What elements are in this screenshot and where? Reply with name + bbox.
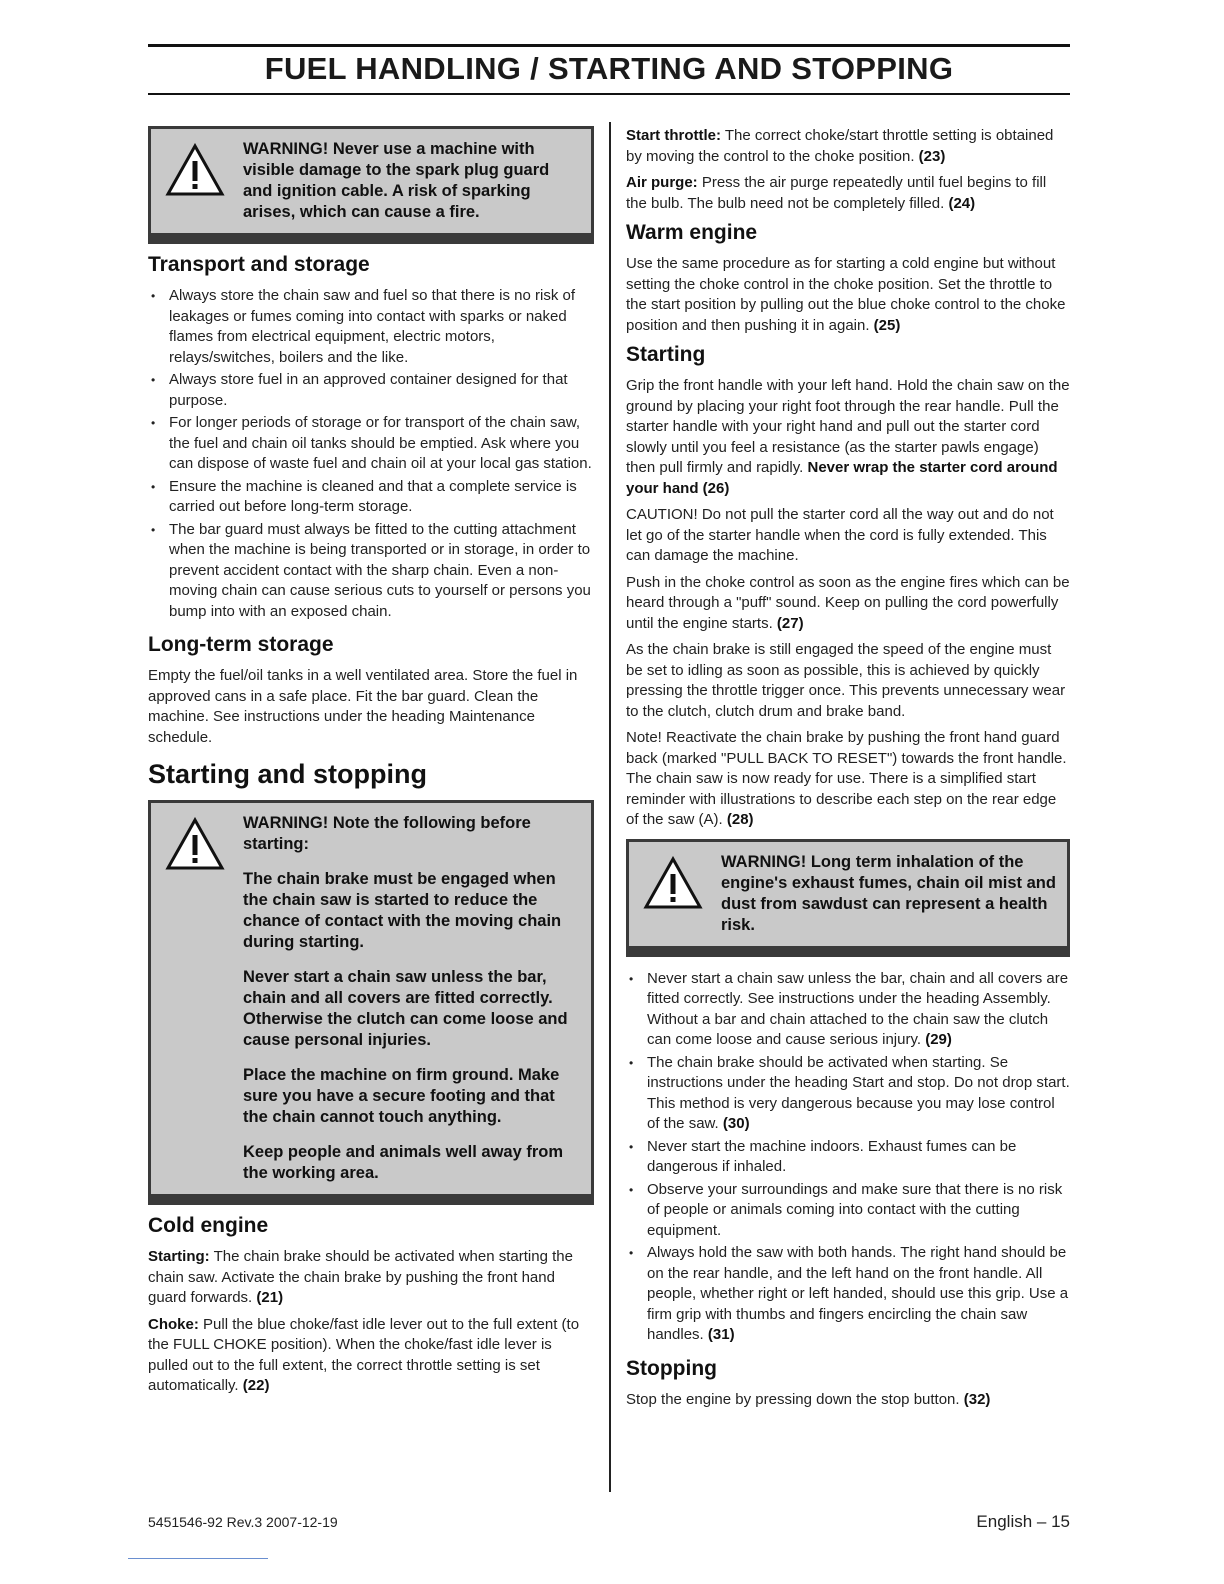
list-item: • Always store the chain saw and fuel so that there is no risk of leakages or fumes coming into contact with sparks or naked flames from electrical equipment, electric motors, relays/switches, boilers and the like. bbox=[148, 286, 594, 368]
long-term-storage-text: Empty the fuel/oil tanks in a well ventilated area. Store the fuel in approved cans in a safe place. Fit the bar guard. Clean the machine. See instructions under the heading Maintenance schedule. bbox=[148, 667, 578, 746]
paragraph-text: Note! Reactivate the chain brake by pushing the front hand guard back (marked "PULL BACK TO RESET") towards the front handle. The chain saw is now ready for use. There is a simplified start reminder with illustrations to describe each step on the rear edge of the saw (A). bbox=[626, 729, 1067, 828]
starting-para-3 bbox=[626, 573, 1070, 635]
header-rule-bottom bbox=[148, 93, 1070, 95]
heading-warm-engine: Warm engine bbox=[626, 221, 758, 244]
warm-engine-para bbox=[626, 254, 1070, 336]
right-column bbox=[626, 126, 1070, 1416]
figure-ref: (28) bbox=[722, 811, 754, 828]
heading-long-term-storage: Long-term storage bbox=[148, 633, 334, 656]
warning-box-spark-plug bbox=[148, 126, 594, 244]
paragraph-text: The correct choke/start throttle setting is obtained by moving the control to the choke position. bbox=[626, 127, 1054, 165]
list-item: • For longer periods of storage or for transport of the chain saw, the fuel and chain oil tanks should be emptied. Ask where you can dispose of waste fuel and chain oil at your local gas station. bbox=[148, 413, 594, 475]
figure-ref: (24) bbox=[944, 194, 976, 212]
starting-caution-para: CAUTION! Do not pull the starter cord all the way out and do not let go of the starter handle when the cord is fully extended. This can damage the machine. bbox=[626, 506, 1054, 564]
paragraph-text: Grip the front handle with your left hand. Hold the chain saw on the ground by placing your right foot through the rear handle. Pull the starter handle with your right hand and pull out the starter cord slowly until you feel a resistance (as the starter pawls engage) then pull firmly and rapidly. bbox=[626, 377, 1070, 476]
figure-ref: (32) bbox=[959, 1390, 991, 1408]
starting-para-4: As the chain brake is still engaged the speed of the engine must be set to idling as soon as possible, this is achieved by quickly pressing the throttle trigger once. This prevents unnecessary wear to the clutch, clutch drum and brake band. bbox=[626, 641, 1066, 720]
figure-ref: (23) bbox=[914, 147, 946, 165]
warning-box-exhaust-fumes bbox=[626, 839, 1070, 957]
paragraph-text: Observe your surroundings and make sure that there is no risk of people or animals coming into contact with the cutting equipment. bbox=[647, 1180, 1063, 1239]
warning-triangle-icon bbox=[165, 143, 225, 197]
bold-warning-text: Never wrap the starter cord around your hand (26) bbox=[626, 459, 1058, 497]
cold-engine-choke-para bbox=[148, 1315, 594, 1397]
label-start-throttle: Start throttle: bbox=[626, 127, 721, 144]
warning-triangle-icon bbox=[643, 856, 703, 910]
left-column bbox=[148, 126, 594, 1403]
warning-text: Never start a chain saw unless the bar, chain and all covers are fitted correctly. Otherwise the clutch can come loose and cause personal injuries. bbox=[243, 968, 568, 1049]
figure-ref: (30) bbox=[718, 1115, 750, 1132]
page-title: FUEL HANDLING / STARTING AND STOPPING bbox=[264, 51, 954, 86]
stopping-para bbox=[626, 1390, 1070, 1411]
warning-text: Place the machine on firm ground. Make sure you have a secure footing and that the chain cannot touch anything. bbox=[243, 1066, 560, 1126]
warning-text: The chain brake must be engaged when the chain saw is started to reduce the chance of contact with the moving chain during starting. bbox=[243, 870, 562, 951]
scan-artifact-line bbox=[128, 1558, 268, 1559]
label-choke: Choke: bbox=[148, 1315, 199, 1333]
warning-text: WARNING! Long term inhalation of the engine's exhaust fumes, chain oil mist and dust from sawdust can represent a health risk. bbox=[721, 852, 1056, 934]
paragraph-text: Push in the choke control as soon as the engine fires which can be heard through a "puff" sound. Keep on pulling the cord powerfully until the engine starts. bbox=[626, 573, 1070, 632]
warning-box-before-starting bbox=[148, 800, 594, 1205]
paragraph-text: Stop the engine by pressing down the stop button. bbox=[626, 1390, 960, 1408]
heading-stopping: Stopping bbox=[626, 1356, 717, 1380]
page-header bbox=[148, 44, 1070, 95]
warning-text: WARNING! Note the following before starting: bbox=[243, 814, 531, 853]
figure-ref: (21) bbox=[252, 1289, 284, 1306]
heading-transport-storage: Transport and storage bbox=[148, 253, 370, 276]
figure-ref: (27) bbox=[772, 614, 804, 632]
figure-ref: (29) bbox=[921, 1031, 952, 1048]
safety-bullet-list bbox=[626, 969, 1070, 1346]
transport-bullet-list bbox=[148, 286, 594, 622]
column-divider bbox=[609, 122, 611, 1492]
air-purge-para bbox=[626, 173, 1070, 214]
start-throttle-para bbox=[626, 126, 1070, 167]
paragraph-text: Always hold the saw with both hands. The right hand should be on the rear handle, and the left hand on the front handle. All people, whether right or left handed, should use this grip. Use a firm grip with thumbs and fingers encircling the chain saw handles. bbox=[647, 1244, 1069, 1343]
heading-starting-stopping: Starting and stopping bbox=[148, 759, 427, 789]
page-number: English – 15 bbox=[976, 1512, 1070, 1531]
document-id: 5451546-92 Rev.3 2007-12-19 bbox=[148, 1514, 338, 1530]
list-item: • Always store fuel in an approved container designed for that purpose. bbox=[148, 370, 594, 411]
heading-starting: Starting bbox=[626, 343, 706, 366]
warning-text: WARNING! Never use a machine with visible damage to the spark plug guard and ignition cable. A risk of sparking arises, which can cause a fire. bbox=[243, 140, 550, 221]
paragraph-text: The chain brake should be activated when starting. Se instructions under the heading Start and stop. Do not drop start. This method is very dangerous because you may lose control of the saw. bbox=[647, 1053, 1070, 1132]
list-item: • Ensure the machine is cleaned and that a complete service is carried out before long-term storage. bbox=[148, 477, 594, 518]
list-item bbox=[626, 1180, 1070, 1242]
figure-ref: (22) bbox=[238, 1377, 270, 1394]
paragraph-text: The chain brake should be activated when starting the chain saw. Activate the chain brake by pushing the front hand guard forwards. bbox=[148, 1248, 573, 1306]
starting-para-1 bbox=[626, 376, 1070, 499]
warning-triangle-icon bbox=[165, 817, 225, 871]
warning-text: Keep people and animals well away from the working area. bbox=[243, 1143, 564, 1182]
list-item bbox=[626, 1137, 1070, 1178]
figure-ref: (31) bbox=[703, 1326, 735, 1343]
list-item bbox=[626, 1053, 1070, 1135]
paragraph-text: Use the same procedure as for starting a cold engine but without setting the choke control in the choke position. Set the throttle to the start position by pulling out the blue choke control to the choke position and then pushing it in again. bbox=[626, 255, 1066, 334]
list-item: • The bar guard must always be fitted to the cutting attachment when the machine is being transported or in storage, in order to prevent accident contact with the sharp chain. Even a non-moving chain can cause serious cuts to yourself or persons you bump into with an exposed chain. bbox=[148, 520, 594, 623]
heading-cold-engine: Cold engine bbox=[148, 1214, 269, 1237]
paragraph-text: Pull the blue choke/fast idle lever out to the full extent (to the FULL CHOKE position). When the choke/fast idle lever is pulled out to the full extent, the correct throttle setting is set automatically. bbox=[148, 1315, 580, 1394]
paragraph-text: Press the air purge repeatedly until fuel begins to fill the bulb. The bulb need not be completely filled. bbox=[626, 174, 1047, 212]
figure-ref: (25) bbox=[869, 316, 901, 334]
starting-para-5 bbox=[626, 728, 1070, 831]
label-starting: Starting: bbox=[148, 1248, 210, 1265]
list-item bbox=[626, 1243, 1070, 1346]
paragraph-text: Never start the machine indoors. Exhaust fumes can be dangerous if inhaled. bbox=[647, 1137, 1017, 1175]
list-item bbox=[626, 969, 1070, 1051]
cold-engine-starting-para bbox=[148, 1247, 594, 1309]
paragraph-text: Never start a chain saw unless the bar, chain and all covers are fitted correctly. See instructions under the heading Assembly. Without a bar and chain attached to the chain saw the clutch can come loose and cause serious injury. bbox=[647, 969, 1069, 1048]
label-air-purge: Air purge: bbox=[626, 174, 698, 191]
